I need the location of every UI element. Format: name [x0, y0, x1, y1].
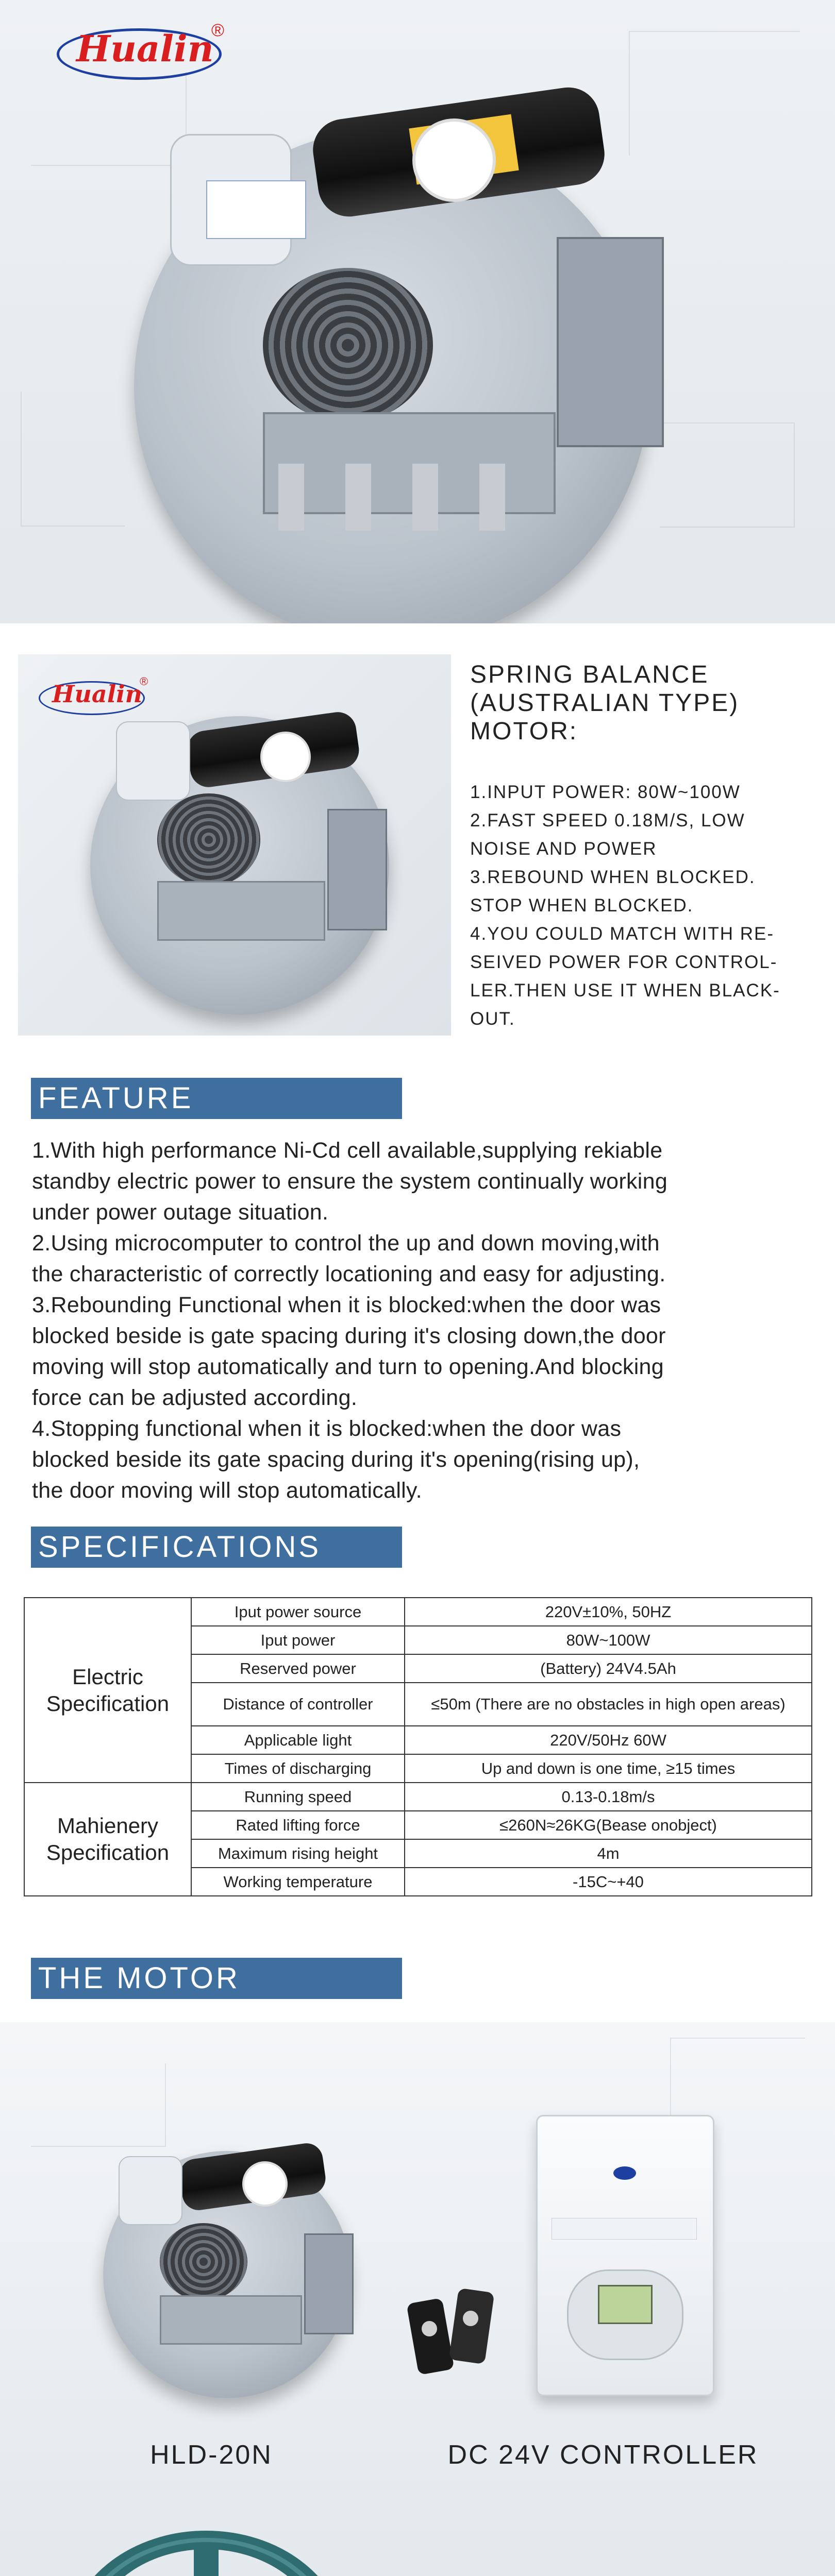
- feature-heading: FEATURE: [31, 1078, 402, 1119]
- specifications-table: [24, 1597, 812, 1896]
- brand-logo-small: Hualin ®: [39, 675, 152, 716]
- products-panel: [0, 2022, 835, 2576]
- product-label-controller: DC 24V CONTROLLER: [447, 2440, 759, 2470]
- hero-banner: [0, 0, 835, 623]
- table-row: Rated lifting force ≤260N≈26KG(Bease onobject): [24, 1811, 812, 1839]
- group-electric: Electric Specification: [24, 1598, 191, 1783]
- brand-logo: Hualin ®: [57, 18, 227, 80]
- table-row: Reserved power (Battery) 24V4.5Ah: [24, 1654, 812, 1683]
- table-row: Applicable light 220V/50Hz 60W: [24, 1726, 812, 1754]
- specifications-heading: SPECIFICATIONS: [31, 1527, 402, 1568]
- table-row: Times of discharging Up and down is one time, ≥15 times: [24, 1754, 812, 1783]
- table-row: Distance of controller ≤50m (There are no obstacles in high open areas): [24, 1683, 812, 1726]
- the-motor-heading: THE MOTOR: [31, 1958, 402, 1999]
- table-row: Working temperature -15C~+40: [24, 1868, 812, 1896]
- product-label-motor: HLD-20N: [150, 2440, 273, 2470]
- group-machinery: Mahienery Specification: [24, 1783, 191, 1896]
- table-row: Maximum rising height 4m: [24, 1839, 812, 1868]
- motor-image: [124, 82, 732, 603]
- intro-title: SPRING BALANCE (AUSTRALIAN TYPE) MOTOR:: [470, 661, 740, 745]
- motor-image: [88, 2115, 376, 2403]
- wheel-image: [62, 2496, 350, 2576]
- clutch-lock-image: [423, 2501, 711, 2576]
- table-row: Mahienery Specification Running speed 0.13-0.18m/s: [24, 1783, 812, 1811]
- remote-icon: [412, 2280, 500, 2378]
- controller-image: [536, 2115, 711, 2393]
- intro-image: [18, 654, 451, 1036]
- feature-text: 1.With high performance Ni-Cd cell available,supplying rekiable standby electric power to ensure the system continually working under power outage situation. 2.Using microcomputer to control the up and down moving,with the characteristic of correctly locationing and easy for adjusting. 3.Rebounding Functional when it is blocked:when the door was blocked beside is gate spacing during it's closing down,the door moving will stop automatically and turn to opening.And blocking force can be adjusted according. 4.Stopping functional when it is blocked:when the door was blocked beside its gate spacing during it's opening(rising up), the door moving will stop automatically.: [32, 1138, 668, 1503]
- table-row: Electric Specification Iput power source 220V±10%, 50HZ: [24, 1598, 812, 1626]
- intro-points: 1.INPUT POWER: 80W~100W 2.FAST SPEED 0.18M/S, LOW NOISE AND POWER 3.REBOUND WHEN BLOCKED. STOP WHEN BLOCKED. 4.YOU COULD MATCH WITH RE- SEIVED POWER FOR CONTROL- LER.THEN USE IT WHEN BLACK- OUT.: [470, 782, 780, 1029]
- table-row: Iput power 80W~100W: [24, 1626, 812, 1654]
